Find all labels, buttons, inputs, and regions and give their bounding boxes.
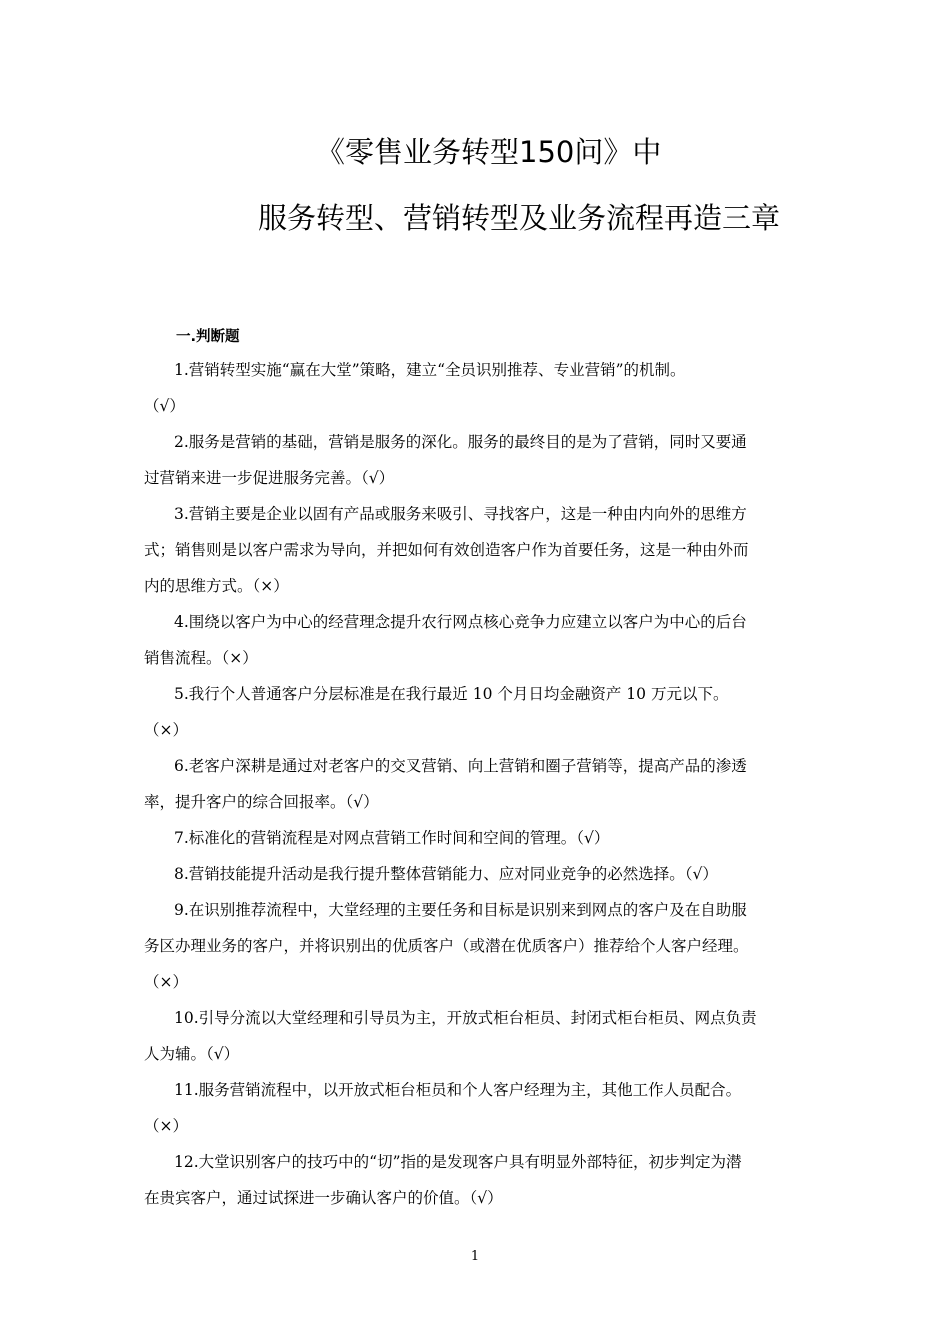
question-9-line-2: 务区办理业务的客户，并将识别出的优质客户（或潜在优质客户）推荐给个人客户经理。: [144, 937, 749, 955]
question-2-line-2: 过营销来进一步促进服务完善。（√）: [144, 469, 395, 487]
question-6-line-2: 率，提升客户的综合回报率。（√）: [144, 793, 379, 811]
question-1-line-2: （√）: [144, 397, 185, 415]
question-10-line-2: 人为辅。（√）: [144, 1045, 240, 1063]
question-9-line-3: （×）: [144, 973, 188, 991]
question-12-line-1: 12.大堂识别客户的技巧中的“切”指的是发现客户具有明显外部特征，初步判定为潜: [174, 1153, 742, 1171]
document-title-line-1: 《零售业务转型150问》中: [316, 135, 662, 169]
section-heading: 一.判断题: [176, 329, 240, 345]
question-3-line-3: 内的思维方式。（×）: [144, 577, 289, 595]
question-9-line-1: 9.在识别推荐流程中，大堂经理的主要任务和目标是识别来到网点的客户及在自助服: [174, 901, 747, 919]
question-4-line-2: 销售流程。（×）: [144, 649, 258, 667]
question-12-line-2: 在贵宾客户，通过试探进一步确认客户的价值。（√）: [144, 1189, 503, 1207]
question-11-line-2: （×）: [144, 1117, 188, 1135]
question-6-line-1: 6.老客户深耕是通过对老客户的交叉营销、向上营销和圈子营销等，提高产品的渗透: [174, 757, 747, 775]
question-2-line-1: 2.服务是营销的基础，营销是服务的深化。服务的最终目的是为了营销，同时又要通: [174, 433, 747, 451]
question-5-line-1: 5.我行个人普通客户分层标准是在我行最近 10 个月日均金融资产 10 万元以下。: [174, 685, 729, 703]
question-3-line-1: 3.营销主要是企业以固有产品或服务来吸引、寻找客户，这是一种由内向外的思维方: [174, 505, 747, 523]
question-5-line-2: （×）: [144, 721, 188, 739]
question-1-line-1: 1.营销转型实施“赢在大堂”策略，建立“全员识别推荐、专业营销”的机制。: [174, 361, 686, 379]
document-title-line-2: 服务转型、营销转型及业务流程再造三章: [258, 201, 781, 235]
question-10-line-1: 10.引导分流以大堂经理和引导员为主，开放式柜台柜员、封闭式柜台柜员、网点负责: [174, 1009, 757, 1027]
question-4-line-1: 4.围绕以客户为中心的经营理念提升农行网点核心竞争力应建立以客户为中心的后台: [174, 613, 747, 631]
page-number: 1: [470, 1249, 480, 1264]
question-8-line-1: 8.营销技能提升活动是我行提升整体营销能力、应对同业竞争的必然选择。（√）: [174, 865, 718, 883]
question-7-line-1: 7.标准化的营销流程是对网点营销工作时间和空间的管理。（√）: [174, 829, 610, 847]
question-11-line-1: 11.服务营销流程中，以开放式柜台柜员和个人客户经理为主，其他工作人员配合。: [174, 1081, 742, 1099]
question-3-line-2: 式；销售则是以客户需求为导向，并把如何有效创造客户作为首要任务，这是一种由外而: [144, 541, 749, 559]
